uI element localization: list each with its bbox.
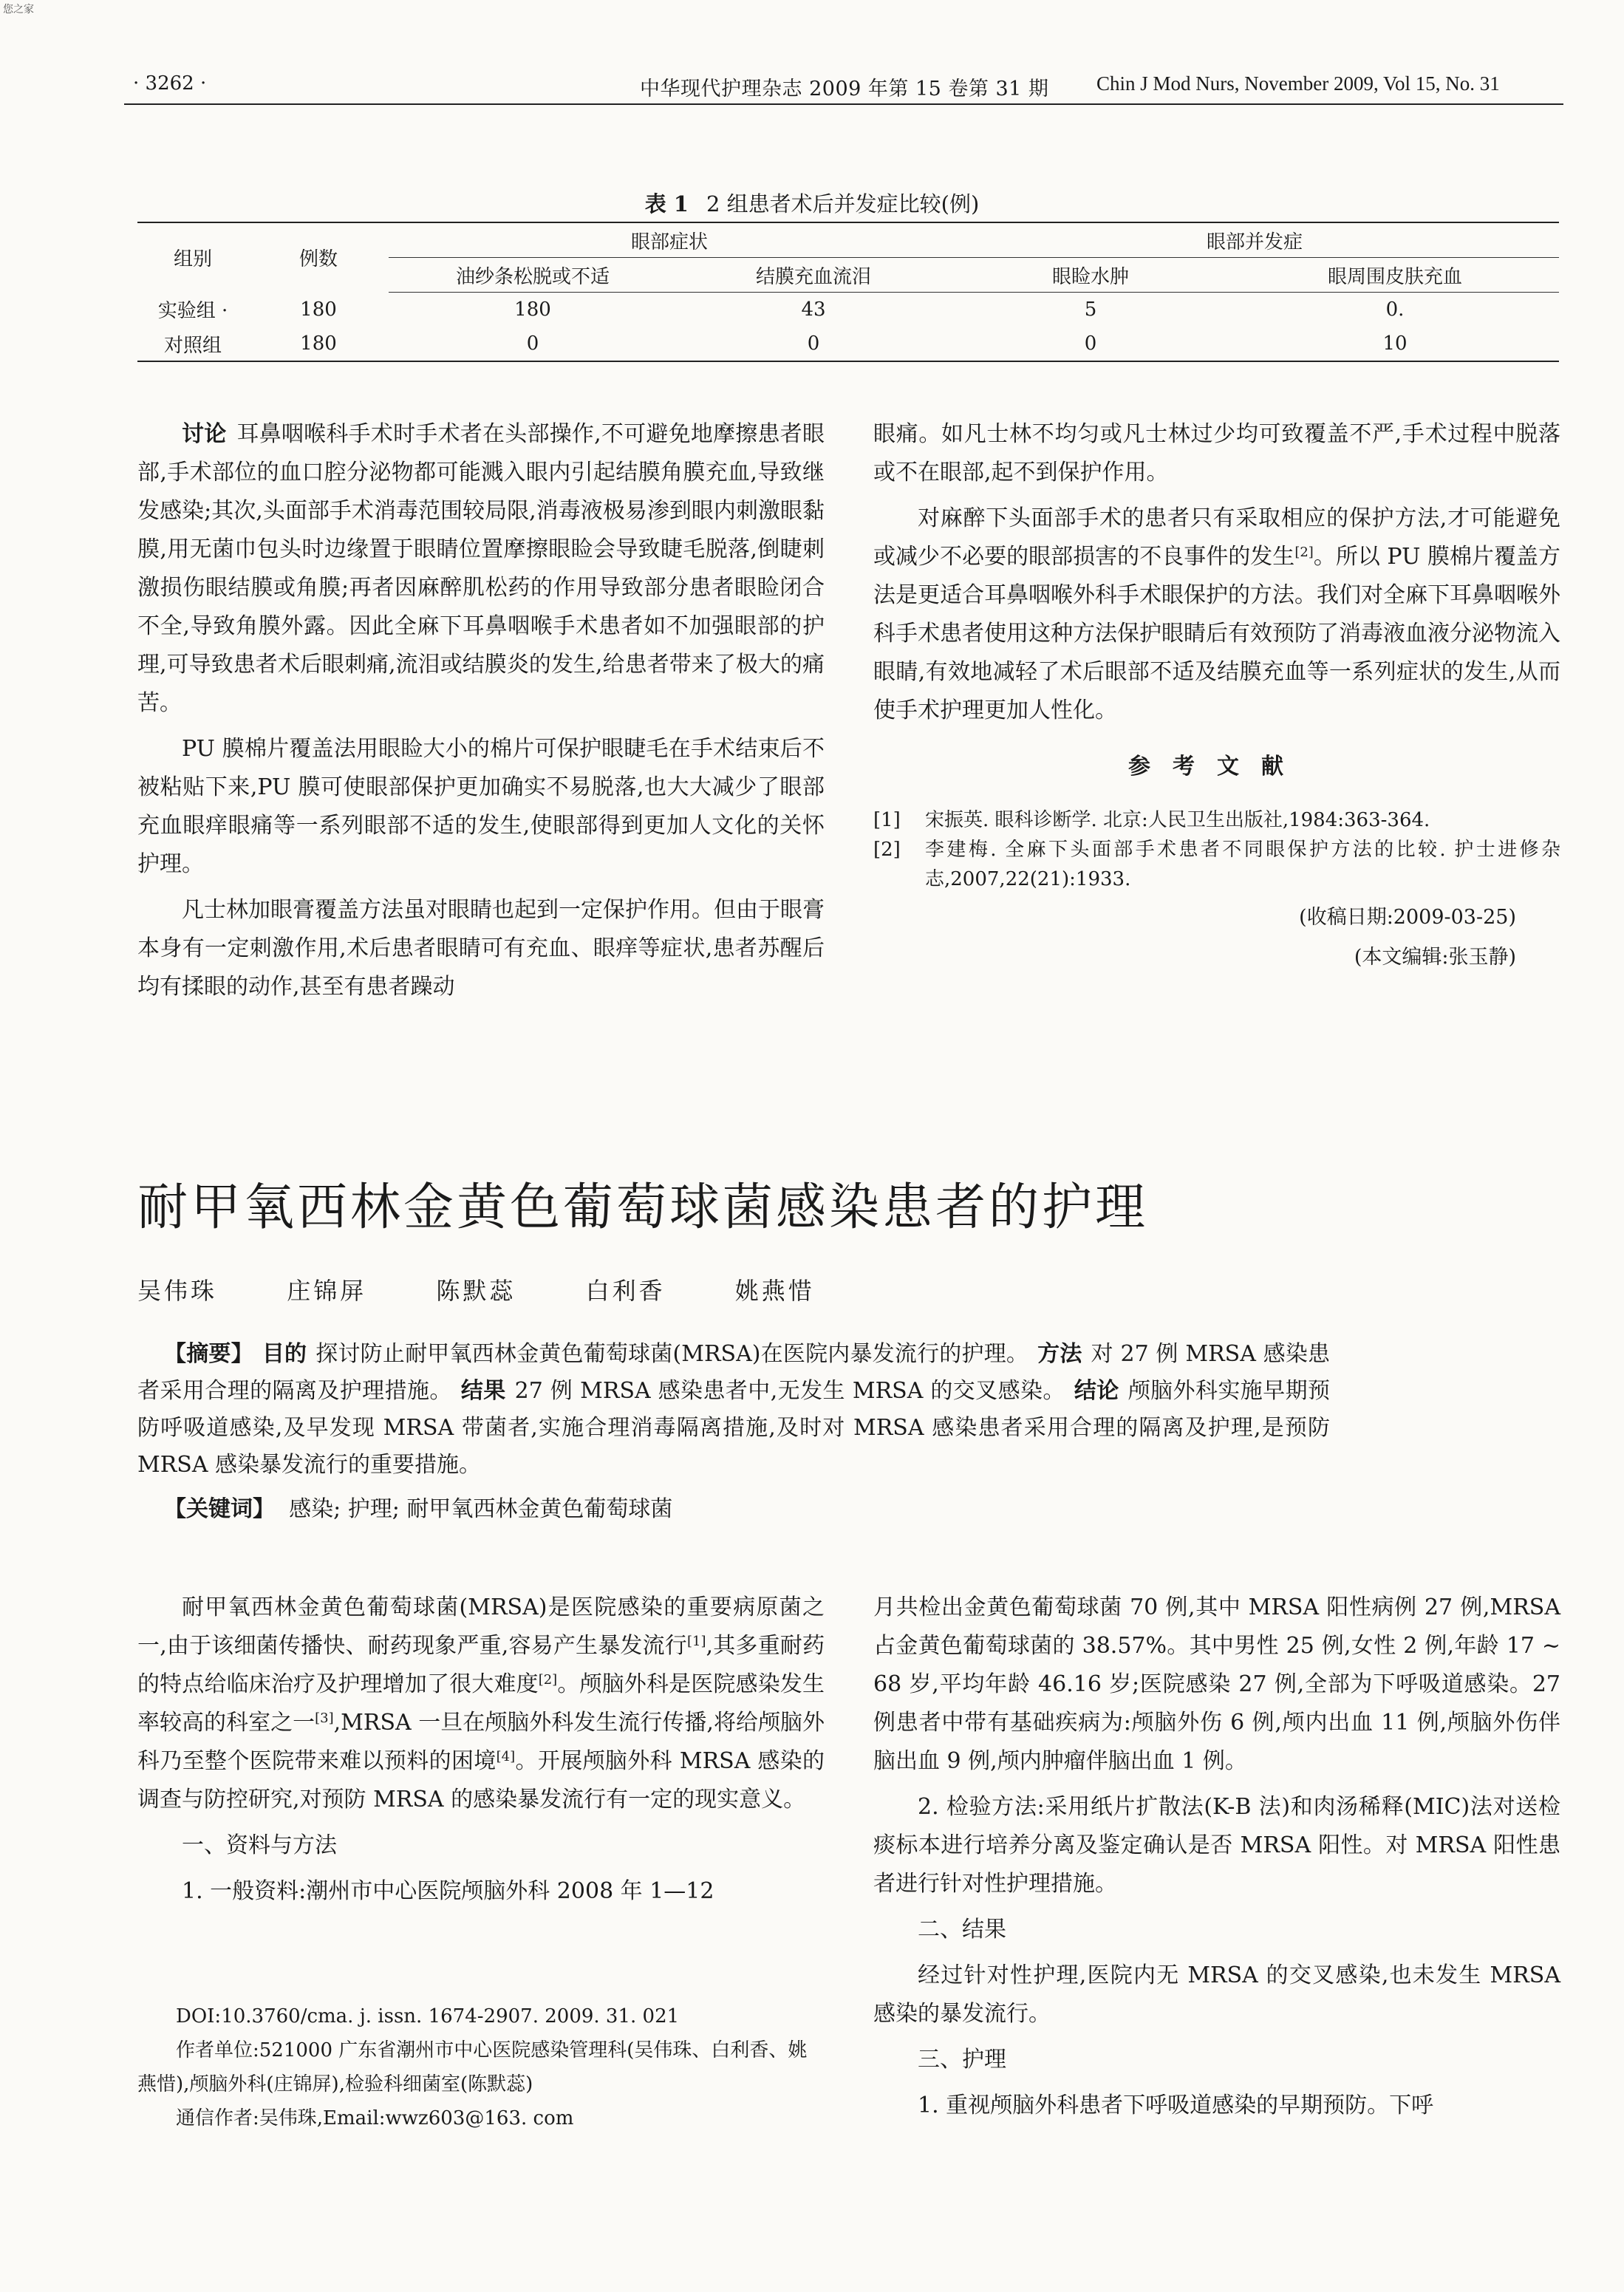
discussion-text: 耳鼻咽喉科手术时手术者在头部操作,不可避免地摩擦患者眼部,手术部位的血口腔分泌物都可能溅入眼内引起结膜角膜充血,导致继发感染;其次,头面部手术消毒范围较局限,消毒液极易渗到眼内刺激眼黏膜,用无菌巾包头时边缘置于眼睛位置摩擦眼睑会导致睫毛脱落,倒睫刺激损伤眼结膜或角膜;再者因麻醉肌松药的作用导致部分患者眼睑闭合不全,导致角膜外露。因此全麻下耳鼻咽喉手术患者如不加强眼部的护理,可导致患者术后眼刺痛,流泪或结膜炎的发生,给患者带来了极大的痛苦。 [137,421,825,716]
text-run: 耐甲氧西林金黄色葡萄球菌(MRSA)是医院感染的重要病原菌之一,由于该细菌传播快、耐药现象严重,容易产生暴发流行 [137,1594,825,1659]
citation: [2] [1294,545,1314,560]
table-cell: 180 [300,298,337,321]
table-row [137,327,1559,361]
table-cell: 10 [1231,327,1559,361]
footnotes [137,1999,825,2135]
reference-text: 宋振英. 眼科诊断学. 北京:人民卫生出版社,1984:363-364. [925,809,1430,831]
citation: [3] [315,1711,334,1726]
author-name: 庄锦屏 [287,1277,367,1305]
header-sub: 眼周围皮肤充血 [1231,258,1559,293]
author-name: 姚燕惜 [734,1277,815,1305]
body-paragraph: 凡士林加眼膏覆盖方法虽对眼睛也起到一定保护作用。但由于眼膏本身有一定刺激作用,术后患者眼睛可有充血、眼痒等症状,患者苏醒后均有揉眼的动作,甚至有患者躁动 [137,897,825,1000]
abstract [137,1336,1330,1528]
text-run: ,其多重耐药的特点给临床治疗及护理增加了很大难度 [137,1633,825,1697]
reference-number: [2] [873,839,901,861]
journal-title-cn: 中华现代护理杂志 2009 年第 15 卷第 31 期 [640,78,1049,100]
section-heading: 二、结果 [918,1917,1006,1943]
table-cell: 43 [801,299,826,321]
page-number: · 3262 · [133,72,207,95]
abstract-paragraph [137,1336,1330,1484]
text-run: 。开展颅脑外科 MRSA 感染的调查与防控研究,对预防 MRSA 的感染暴发流行有一定的现实意义。 [137,1748,825,1812]
citation: [2] [538,1672,558,1688]
table-cell: 0 [950,327,1231,361]
article2-left-column [137,1589,825,1911]
table-cell: 0 [389,327,677,361]
method-label: 方法 [1037,1341,1082,1367]
journal-title-en: Chin J Mod Nurs, November 2009, Vol 15, No. 31 [1096,72,1500,95]
body-paragraph: 2. 检验方法:采用纸片扩散法(K-B 法)和肉汤稀释(MIC)法对送检痰标本进行培养分离及鉴定确认是否 MRSA 阳性。对 MRSA 阳性患者进行针对性护理措施。 [873,1794,1560,1897]
table-caption-label: 表 1 [644,191,689,216]
section-heading: 三、护理 [918,2047,1006,2073]
complications-table [137,222,1559,362]
table-cell: 0 [677,327,950,361]
corner-watermark: 您之家 [3,4,34,16]
body-paragraph: PU 膜棉片覆盖法用眼睑大小的棉片可保护眼睫毛在手术结束后不被粘贴下来,PU 膜可使眼部保护更加确实不易脱落,也大大减少了眼部充血眼痒眼痛等一系列眼部不适的发生,使眼部得到更加人文化的关怀护理。 [137,736,825,877]
article1-left-column [137,415,825,1006]
corresponding-author: 通信作者:吴伟珠,Email:wwz603@163. com [176,2107,574,2129]
table-cell: 180 [248,327,389,361]
citation: [1] [687,1634,706,1649]
editor-note: (本文编辑:张玉静) [1354,946,1516,969]
doi: DOI:10.3760/cma. j. issn. 1674-2907. 2009. 31. 021 [176,2005,680,2027]
conclusion-text: 颅脑外科实施早期预防呼吸道感染,及早发现 MRSA 带菌者,实施合理消毒隔离措施,及时对 MRSA 感染患者采用合理的隔离及护理,是预防 MRSA 感染暴发流行的重要措施。 [137,1378,1331,1478]
reference-text: 李建梅. 全麻下头面部手术患者不同眼保护方法的比较. 护士进修杂志,2007,22(21):1933. [925,839,1560,890]
table-row [137,293,1559,327]
keywords-paragraph [137,1491,1330,1528]
table-cell: 5 [1084,299,1097,321]
discussion-lead: 讨论 [182,421,227,447]
intro-paragraph [137,1589,825,1819]
article2-right-column [873,1589,1560,2125]
text-run: 。颅脑外科是医院感染发生率较高的科室之一 [137,1671,825,1736]
objective-text: 探讨防止耐甲氧西林金黄色葡萄球菌(MRSA)在医院内暴发流行的护理。 [315,1341,1029,1367]
method-text: 对 27 例 MRSA 感染患者采用合理的隔离及护理措施。 [137,1341,1331,1404]
text-run: ,MRSA 一旦在颅脑外科发生流行传播,将给颅脑外科乃至整个医院带来难以预料的困境 [137,1710,825,1774]
author-list [137,1272,845,1306]
header-eye-symptoms: 眼部症状 [389,222,950,258]
section-heading: 一、资料与方法 [182,1832,337,1858]
header-group: 组别 [137,222,248,293]
table-cell: 对照组 [137,327,248,361]
header-eye-complications: 眼部并发症 [950,222,1559,258]
body-paragraph: 月共检出金黄色葡萄球菌 70 例,其中 MRSA 阳性病例 27 例,MRSA 占金黄色葡萄球菌的 38.57%。其中男性 25 例,女性 2 例,年龄 17 ~ 68 岁,平均年龄 46.16 岁;医院感染 27 例,全部为下呼吸道感染。27 例患者中带有基础疾病为:颅脑外伤 6 例,颅内出血 11 例,颅脑外伤伴脑出血 9 例,颅内肿瘤伴脑出血 1 例。 [873,1594,1560,1774]
header-sub: 结膜充血流泪 [677,258,950,293]
author-name: 白利香 [585,1277,666,1305]
header-sub: 油纱条松脱或不适 [389,258,677,293]
table-caption [0,188,1624,218]
keywords-label: 【关键词】 [164,1496,275,1522]
received-date: (收稿日期:2009-03-25) [1299,906,1516,929]
body-paragraph: 1. 重视颅脑外科患者下呼吸道感染的早期预防。下呼 [918,2093,1434,2118]
table-cell: 0. [1385,299,1405,321]
objective-label: 目的 [262,1341,307,1367]
abstract-label: 【摘要】 [164,1341,253,1367]
reference-list [873,805,1560,894]
header-sub: 眼睑水肿 [950,258,1231,293]
body-paragraph: 1. 一般资料:潮州市中心医院颅脑外科 2008 年 1—12 [182,1878,714,1904]
text-run: 。所以 PU 膜棉片覆盖方法是更适合耳鼻咽喉外科手术眼保护的方法。我们对全麻下耳鼻咽喉外科手术患者使用这种方法保护眼睛后有效预防了消毒液血液分泌物流入眼睛,有效地减轻了术后眼部不适及结膜充血等一系列症状的发生,从而使手术护理更加人性化。 [873,544,1561,723]
discussion-paragraph [137,415,825,723]
references-heading: 参考文献 [1128,754,1306,780]
body-paragraph: 经过针对性护理,医院内无 MRSA 的交叉感染,也未发生 MRSA 感染的暴发流行。 [873,1962,1560,2027]
author-name: 陈默蕊 [436,1277,516,1305]
author-name: 吴伟珠 [137,1277,218,1305]
header-count: 例数 [248,222,389,293]
reference-number: [1] [873,809,901,831]
table-cell: 实验组 · [157,300,228,323]
result-text: 27 例 MRSA 感染患者中,无发生 MRSA 的交叉感染。 [514,1378,1065,1404]
result-label: 结果 [460,1378,506,1404]
text-run: 对麻醉下头面部手术的患者只有采取相应的保护方法,才可能避免或减少不必要的眼部损害的不良事件的发生 [873,505,1560,570]
table-caption-text: 2 组患者术后并发症比较(例) [706,191,980,216]
reference-item [873,805,1560,835]
article1-right-column [873,415,1560,974]
header-rule [124,103,1563,105]
author-affiliation: 作者单位:521000 广东省潮州市中心医院感染管理科(吴伟珠、白利香、姚燕惜),颅脑外科(庄锦屏),检验科细菌室(陈默蕊) [137,2039,808,2095]
citation: [4] [496,1749,516,1764]
body-paragraph [873,499,1560,730]
keywords-text: 感染; 护理; 耐甲氧西林金黄色葡萄球菌 [289,1496,673,1522]
table-cell: 180 [514,299,551,321]
conclusion-label: 结论 [1074,1378,1119,1404]
body-paragraph: 眼痛。如凡士林不均匀或凡士林过少均可致覆盖不严,手术过程中脱落或不在眼部,起不到保护作用。 [873,421,1560,485]
reference-item [873,835,1560,894]
article-title: 耐甲氧西林金黄色葡萄球菌感染患者的护理 [137,1179,1149,1237]
